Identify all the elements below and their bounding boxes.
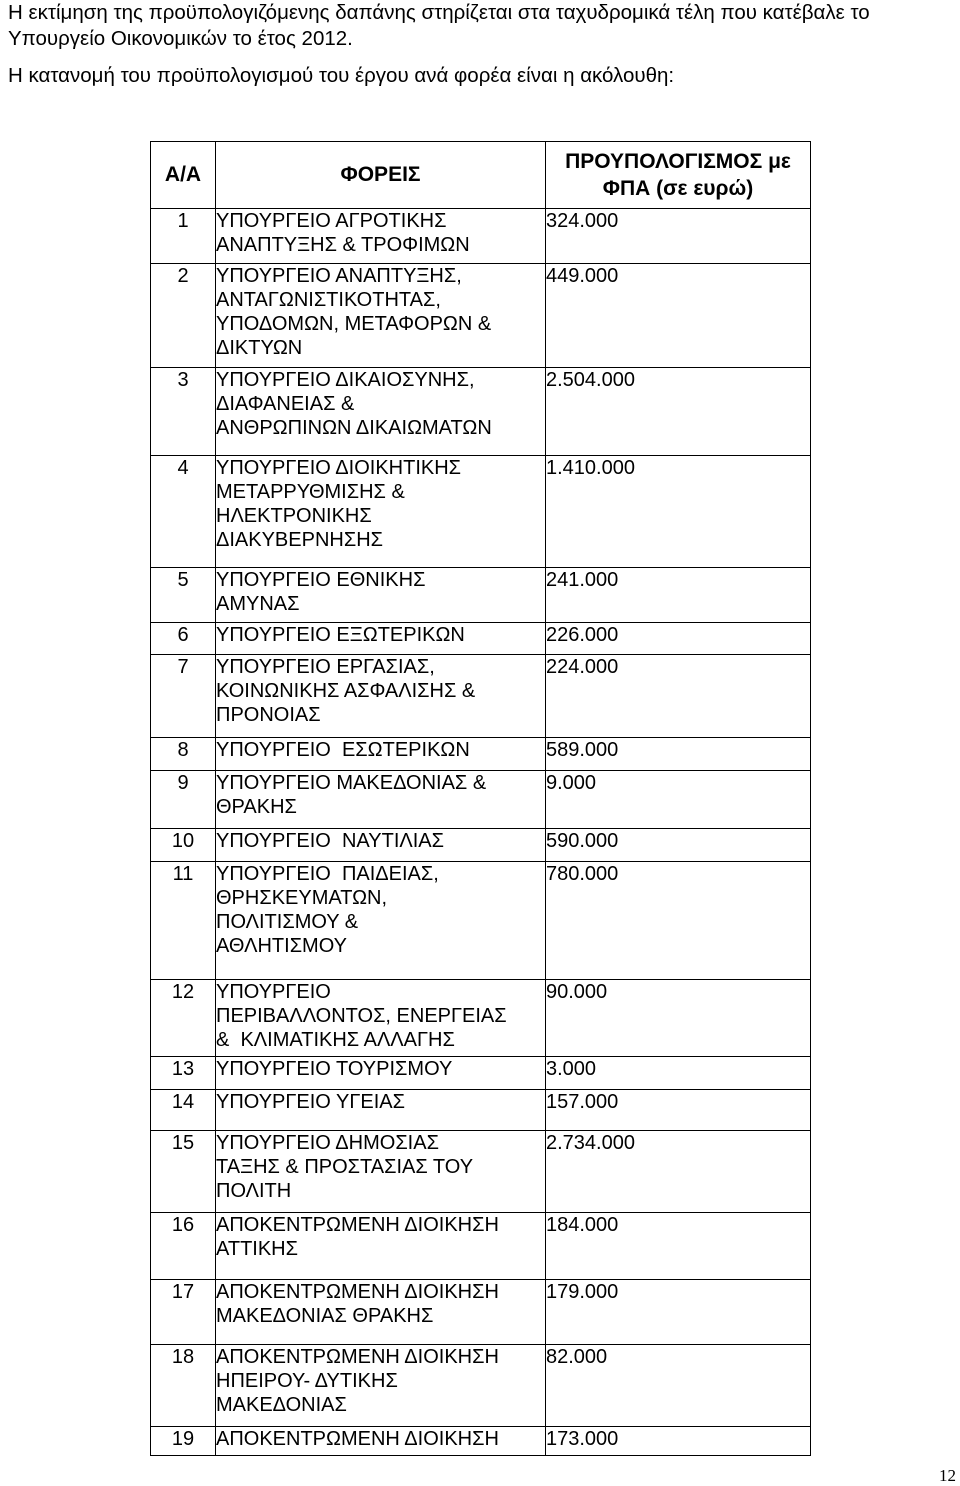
row-number: 4	[151, 456, 216, 568]
table-row	[151, 738, 811, 771]
table-row	[151, 623, 811, 655]
budget-amount: 324.000	[546, 209, 811, 264]
agency-name-line: ΘΡΗΣΚΕΥΜΑΤΩΝ,	[216, 887, 388, 909]
table-row	[151, 1213, 811, 1280]
budget-allocation-table	[150, 141, 811, 1456]
table-row	[151, 862, 811, 980]
header-budget	[546, 142, 811, 209]
agency-name-line: ΘΡΑΚΗΣ	[216, 796, 297, 818]
budget-amount: 226.000	[546, 623, 811, 655]
table-row	[151, 209, 811, 264]
budget-amount: 173.000	[546, 1427, 811, 1456]
budget-amount: 241.000	[546, 568, 811, 623]
agency-name-line: ΑΠΟΚΕΝΤΡΩΜΕΝΗ ΔΙΟΙΚΗΣΗ	[216, 1428, 499, 1450]
row-number: 6	[151, 623, 216, 655]
budget-amount: 3.000	[546, 1057, 811, 1090]
agency-name-line: ΑΜΥΝΑΣ	[216, 593, 300, 615]
row-number: 16	[151, 1213, 216, 1280]
agency-name-line: ΜΑΚΕΔΟΝΙΑΣ ΘΡΑΚΗΣ	[216, 1305, 434, 1327]
budget-amount: 90.000	[546, 980, 811, 1057]
agency-name	[216, 568, 546, 623]
header-foreis: ΦΟΡΕΙΣ	[216, 142, 546, 209]
agency-name-line: ΑΘΛΗΤΙΣΜΟΥ	[216, 935, 347, 957]
agency-name	[216, 623, 546, 655]
header-aa: Α/Α	[151, 142, 216, 209]
agency-name	[216, 1345, 546, 1427]
agency-name-line: ΑΠΟΚΕΝΤΡΩΜΕΝΗ ΔΙΟΙΚΗΣΗ	[216, 1346, 499, 1368]
agency-name	[216, 1090, 546, 1131]
table-body	[151, 209, 811, 1456]
agency-name-line: ΥΠΟΥΡΓΕΙΟ ΔΙΟΙΚΗΤΙΚΗΣ	[216, 457, 462, 479]
agency-name-line: ΑΤΤΙΚΗΣ	[216, 1238, 298, 1260]
table-row	[151, 1090, 811, 1131]
row-number: 10	[151, 829, 216, 862]
agency-name-line: ΔΙΚΤΥΩΝ	[216, 337, 303, 359]
agency-name-line: ΑΝΘΡΩΠΙΝΩΝ ΔΙΚΑΙΩΜΑΤΩΝ	[216, 417, 492, 439]
agency-name	[216, 862, 546, 980]
row-number: 14	[151, 1090, 216, 1131]
budget-amount: 184.000	[546, 1213, 811, 1280]
agency-name-line: ΥΠΟΥΡΓΕΙΟ ΕΣΩΤΕΡΙΚΩΝ	[216, 739, 470, 761]
row-number: 8	[151, 738, 216, 771]
table-header-row	[151, 142, 811, 209]
agency-name-line: ΗΠΕΙΡΟΥ- ΔΥΤΙΚΗΣ	[216, 1370, 398, 1392]
agency-name	[216, 1280, 546, 1345]
row-number: 1	[151, 209, 216, 264]
table-row	[151, 1427, 811, 1456]
agency-name-line: ΥΠΟΥΡΓΕΙΟ ΕΞΩΤΕΡΙΚΩΝ	[216, 624, 465, 646]
agency-name-line: ΥΠΟΥΡΓΕΙΟ ΝΑΥΤΙΛΙΑΣ	[216, 830, 444, 852]
row-number: 5	[151, 568, 216, 623]
agency-name-line: ΑΠΟΚΕΝΤΡΩΜΕΝΗ ΔΙΟΙΚΗΣΗ	[216, 1281, 499, 1303]
budget-amount: 589.000	[546, 738, 811, 771]
table-row	[151, 829, 811, 862]
agency-name	[216, 1057, 546, 1090]
table-row	[151, 1131, 811, 1213]
agency-name	[216, 655, 546, 738]
agency-name-line: ΥΠΟΥΡΓΕΙΟ ΑΝΑΠΤΥΞΗΣ,	[216, 265, 462, 287]
agency-name-line: ΔΙΑΚΥΒΕΡΝΗΣΗΣ	[216, 529, 384, 551]
agency-name	[216, 1427, 546, 1456]
agency-name-line: ΥΠΟΥΡΓΕΙΟ	[216, 981, 331, 1003]
budget-amount: 780.000	[546, 862, 811, 980]
agency-name-line: ΜΑΚΕΔΟΝΙΑΣ	[216, 1394, 347, 1416]
row-number: 17	[151, 1280, 216, 1345]
agency-name	[216, 456, 546, 568]
agency-name	[216, 264, 546, 368]
table-row	[151, 368, 811, 456]
agency-name	[216, 738, 546, 771]
agency-name-line: ΑΝΤΑΓΩΝΙΣΤΙΚΟΤΗΤΑΣ,	[216, 289, 441, 311]
agency-name-line: ΠΟΛΙΤΙΣΜΟΥ &	[216, 911, 359, 933]
budget-amount: 590.000	[546, 829, 811, 862]
table-row	[151, 568, 811, 623]
agency-name	[216, 1213, 546, 1280]
agency-name-line: ΚΟΙΝΩΝΙΚΗΣ ΑΣΦΑΛΙΣΗΣ &	[216, 680, 476, 702]
intro-paragraph-cost-basis: Η εκτίμηση της προϋπολογιζόμενης δαπάνης στηρίζεται στα ταχυδρομικά τέλη που κατέβαλε το Υπουργείο Οικονομικών το έτος 2012.	[8, 1, 870, 50]
table-row	[151, 1057, 811, 1090]
page-number: 12	[939, 1466, 956, 1485]
agency-name-line: ΠΡΟΝΟΙΑΣ	[216, 704, 321, 726]
row-number: 7	[151, 655, 216, 738]
row-number: 15	[151, 1131, 216, 1213]
agency-name	[216, 368, 546, 456]
agency-name-line: ΥΠΟΥΡΓΕΙΟ ΠΑΙΔΕΙΑΣ,	[216, 863, 439, 885]
agency-name-line: ΑΝΑΠΤΥΞΗΣ & ΤΡΟΦΙΜΩΝ	[216, 234, 470, 256]
agency-name-line: ΥΠΟΥΡΓΕΙΟ ΕΡΓΑΣΙΑΣ,	[216, 656, 435, 678]
agency-name-line: ΥΠΟΥΡΓΕΙΟ ΔΗΜΟΣΙΑΣ	[216, 1132, 439, 1154]
budget-amount: 179.000	[546, 1280, 811, 1345]
header-budget-line1: ΠΡΟΥΠΟΛΟΓΙΣΜΟΣ με	[565, 150, 791, 173]
table-row	[151, 456, 811, 568]
agency-name-line: ΥΠΟΥΡΓΕΙΟ ΤΟΥΡΙΣΜΟΥ	[216, 1058, 453, 1080]
table-row	[151, 980, 811, 1057]
agency-name-line: ΗΛΕΚΤΡΟΝΙΚΗΣ	[216, 505, 372, 527]
agency-name	[216, 980, 546, 1057]
row-number: 12	[151, 980, 216, 1057]
budget-amount: 9.000	[546, 771, 811, 829]
table-row	[151, 264, 811, 368]
agency-name-line: ΤΑΞΗΣ & ΠΡΟΣΤΑΣΙΑΣ ΤΟΥ	[216, 1156, 474, 1178]
header-budget-line2: ΦΠΑ (σε ευρώ)	[602, 177, 754, 200]
agency-name-line: ΥΠΟΥΡΓΕΙΟ ΜΑΚΕΔΟΝΙΑΣ &	[216, 772, 487, 794]
row-number: 11	[151, 862, 216, 980]
agency-name	[216, 829, 546, 862]
agency-name-line: ΥΠΟΥΡΓΕΙΟ ΥΓΕΙΑΣ	[216, 1091, 405, 1113]
table-row	[151, 1280, 811, 1345]
agency-name-line: ΥΠΟΥΡΓΕΙΟ ΔΙΚΑΙΟΣΥΝΗΣ,	[216, 369, 475, 391]
table-row	[151, 655, 811, 738]
table-row	[151, 771, 811, 829]
agency-name	[216, 771, 546, 829]
agency-name-line: ΥΠΟΥΡΓΕΙΟ ΕΘΝΙΚΗΣ	[216, 569, 426, 591]
agency-name-line: ΑΠΟΚΕΝΤΡΩΜΕΝΗ ΔΙΟΙΚΗΣΗ	[216, 1214, 499, 1236]
row-number: 3	[151, 368, 216, 456]
agency-name-line: ΠΟΛΙΤΗ	[216, 1180, 292, 1202]
budget-amount: 157.000	[546, 1090, 811, 1131]
agency-name-line: ΠΕΡΙΒΑΛΛΟΝΤΟΣ, ΕΝΕΡΓΕΙΑΣ	[216, 1005, 507, 1027]
budget-amount: 1.410.000	[546, 456, 811, 568]
agency-name	[216, 209, 546, 264]
budget-amount: 224.000	[546, 655, 811, 738]
budget-amount: 82.000	[546, 1345, 811, 1427]
agency-name-line: ΥΠΟΥΡΓΕΙΟ ΑΓΡΟΤΙΚΗΣ	[216, 210, 447, 232]
row-number: 2	[151, 264, 216, 368]
agency-name-line: ΜΕΤΑΡΡΥΘΜΙΣΗΣ &	[216, 481, 405, 503]
budget-amount: 2.504.000	[546, 368, 811, 456]
agency-name-line: ΔΙΑΦΑΝΕΙΑΣ &	[216, 393, 355, 415]
agency-name	[216, 1131, 546, 1213]
budget-amount: 449.000	[546, 264, 811, 368]
budget-amount: 2.734.000	[546, 1131, 811, 1213]
row-number: 18	[151, 1345, 216, 1427]
table-row	[151, 1345, 811, 1427]
intro-paragraph-allocation: Η κατανομή του προϋπολογισμού του έργου ανά φορέα είναι η ακόλουθη:	[8, 64, 675, 87]
agency-name-line: ΥΠΟΔΟΜΩΝ, ΜΕΤΑΦΟΡΩΝ &	[216, 313, 492, 335]
agency-name-line: & ΚΛΙΜΑΤΙΚΗΣ ΑΛΛΑΓΗΣ	[216, 1029, 455, 1051]
row-number: 19	[151, 1427, 216, 1456]
row-number: 9	[151, 771, 216, 829]
row-number: 13	[151, 1057, 216, 1090]
